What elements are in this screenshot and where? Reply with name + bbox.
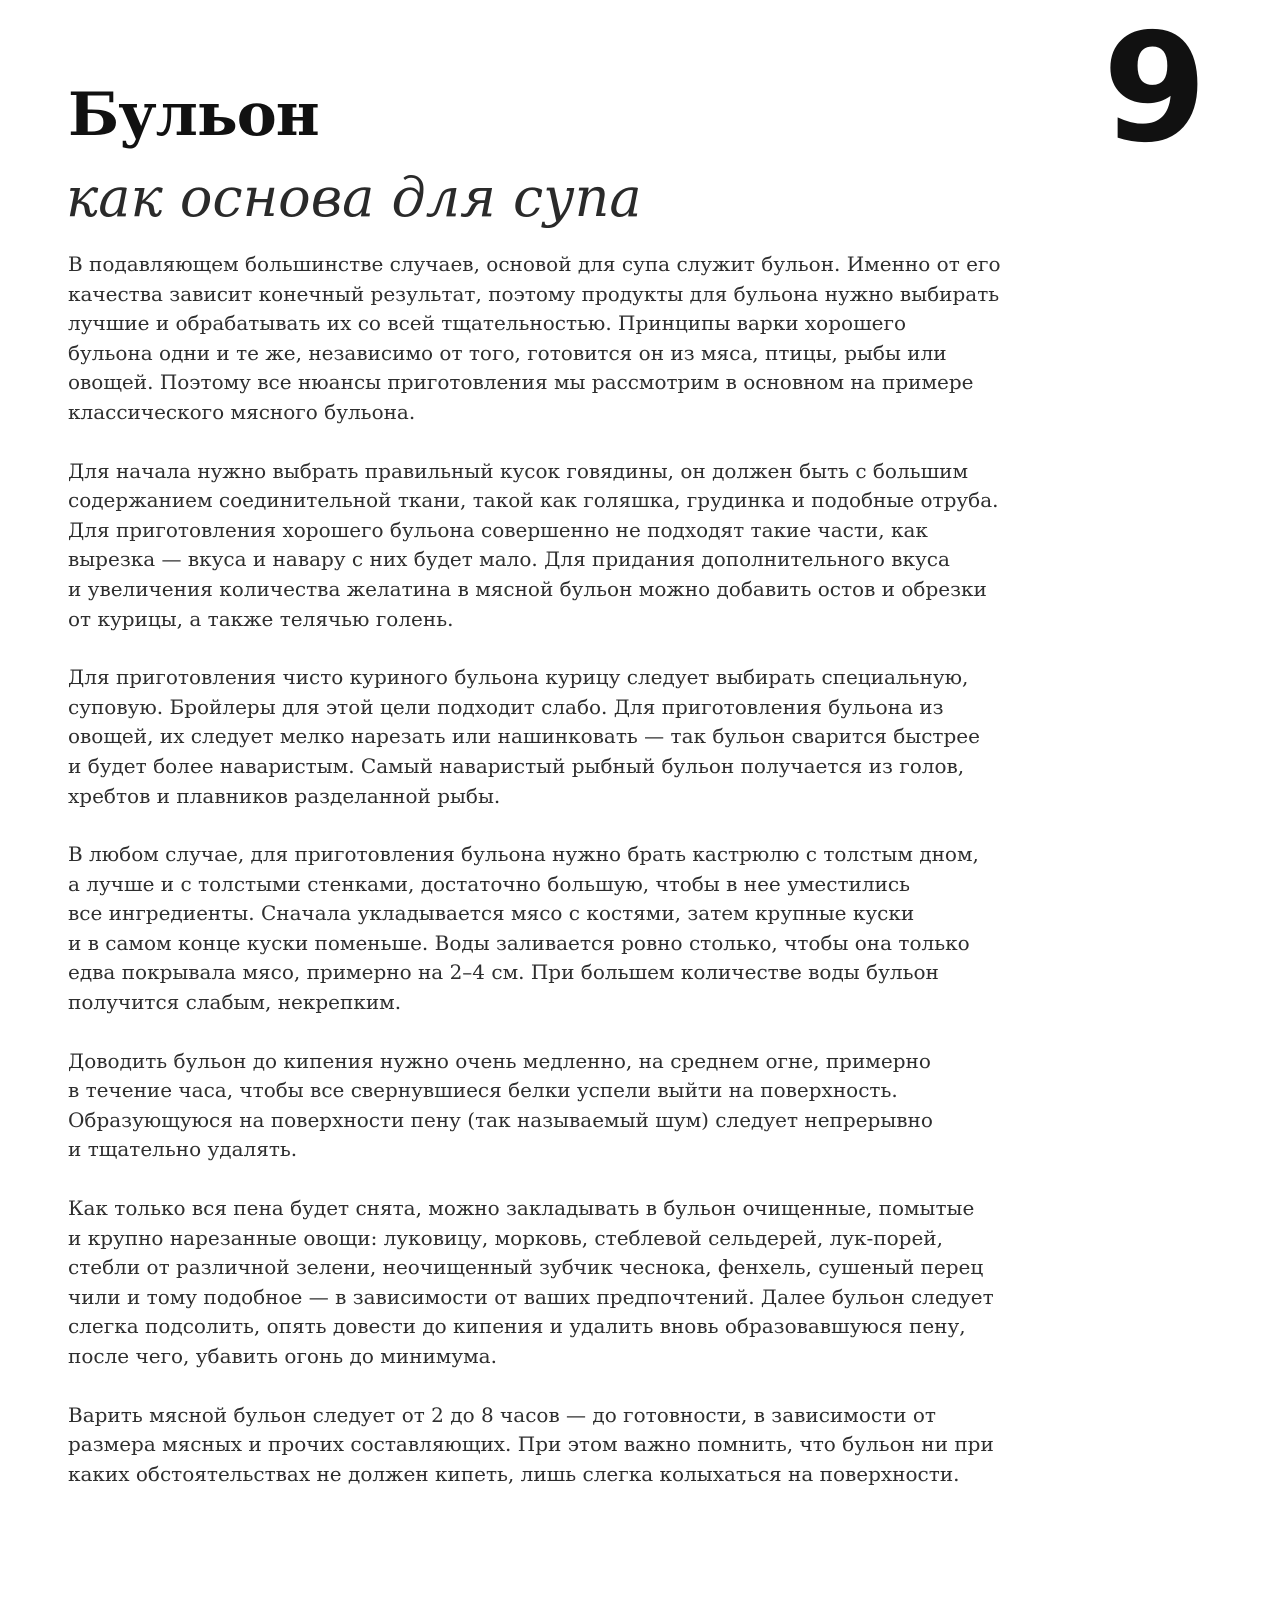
text-line: бульона одни и те же, независимо от того, готовится он из мяса, птицы, рыбы или	[68, 340, 947, 365]
paragraph	[68, 840, 1108, 1018]
paragraph	[68, 1401, 1108, 1490]
page-title: Бульон	[68, 80, 319, 150]
text-line: хребтов и плавников разделанной рыбы.	[68, 783, 501, 808]
paragraph	[68, 250, 1108, 428]
text-line: Доводить бульон до кипения нужно очень медленно, на среднем огне, примерно	[68, 1048, 931, 1073]
text-line: Образующуюся на поверхности пену (так называемый шум) следует непрерывно	[68, 1107, 933, 1132]
page-subtitle: как основа для супа	[66, 166, 642, 229]
body-text	[68, 250, 1108, 1518]
text-line: Для приготовления хорошего бульона совершенно не подходят такие части, как	[68, 517, 928, 542]
text-line: и увеличения количества желатина в мясной бульон можно добавить остов и обрезки	[68, 576, 987, 601]
text-line: Для начала нужно выбрать правильный кусок говядины, он должен быть с большим	[68, 458, 969, 483]
text-line: В подавляющем большинстве случаев, основой для супа служит бульон. Именно от его	[68, 252, 1001, 276]
text-line: вырезка — вкуса и навару с них будет мало. Для придания дополнительного вкуса	[68, 547, 950, 572]
text-line: получится слабым, некрепким.	[68, 990, 402, 1015]
text-line: качества зависит конечный результат, поэтому продукты для бульона нужно выбирать	[68, 281, 1000, 306]
text-line: слегка подсолить, опять довести до кипения и удалить вновь образовавшуюся пену,	[68, 1314, 966, 1339]
text-line: овощей. Поэтому все нюансы приготовления мы рассмотрим в основном на примере	[68, 370, 974, 395]
text-line: Для приготовления чисто куриного бульона курицу следует выбирать специальную,	[68, 665, 969, 690]
text-line: овощей, их следует мелко нарезать или нашинковать — так бульон сварится быстрее	[68, 724, 980, 749]
paragraph	[68, 1194, 1108, 1372]
text-line: размера мясных и прочих составляющих. При этом важно помнить, что бульон ни при	[68, 1432, 994, 1457]
paragraph	[68, 457, 1108, 635]
text-line: Варить мясной бульон следует от 2 до 8 часов — до готовности, в зависимости от	[68, 1402, 936, 1427]
text-line: чили и тому подобное — в зависимости от ваших предпочтений. Далее бульон следует	[68, 1284, 994, 1309]
text-line: лучшие и обрабатывать их со всей тщательностью. Принципы варки хорошего	[68, 311, 907, 336]
text-line: каких обстоятельствах не должен кипеть, лишь слегка колыхаться на поверхности.	[68, 1461, 960, 1486]
text-line: едва покрывала мясо, примерно на 2–4 см. При большем количестве воды бульон	[68, 960, 939, 985]
text-line: и в самом конце куски поменьше. Воды заливается ровно столько, чтобы она только	[68, 930, 970, 955]
text-line: после чего, убавить огонь до минимума.	[68, 1344, 497, 1368]
text-line: содержанием соединительной ткани, такой как голяшка, грудинка и подобные отруба.	[68, 488, 999, 513]
paragraph	[68, 1047, 1108, 1165]
text-line: все ингредиенты. Сначала укладывается мясо с костями, затем крупные куски	[68, 901, 915, 926]
text-line: В любом случае, для приготовления бульона нужно брать кастрюлю с толстым дном,	[68, 842, 979, 867]
text-line: и будет более наваристым. Самый наваристый рыбный бульон получается из голов,	[68, 753, 965, 778]
text-line: суповую. Бройлеры для этой цели подходит слабо. Для приготовления бульона из	[68, 694, 944, 719]
text-line: а лучше и с толстыми стенками, достаточно большую, чтобы в нее уместились	[68, 871, 910, 896]
chapter-number: 9	[1102, 2, 1205, 176]
text-line: от курицы, а также телячью голень.	[68, 606, 454, 631]
text-line: и тщательно удалять.	[68, 1137, 298, 1162]
paragraph	[68, 663, 1108, 811]
text-line: и крупно нарезанные овощи: луковицу, морковь, стеблевой сельдерей, лук-порей,	[68, 1225, 943, 1250]
text-line: Как только вся пена будет снята, можно закладывать в бульон очищенные, помытые	[68, 1196, 975, 1221]
text-line: классического мясного бульона.	[68, 399, 416, 424]
text-line: стебли от различной зелени, неочищенный зубчик чеснока, фенхель, сушеный перец	[68, 1255, 984, 1280]
text-line: в течение часа, чтобы все свернувшиеся белки успели выйти на поверхность.	[68, 1078, 898, 1103]
